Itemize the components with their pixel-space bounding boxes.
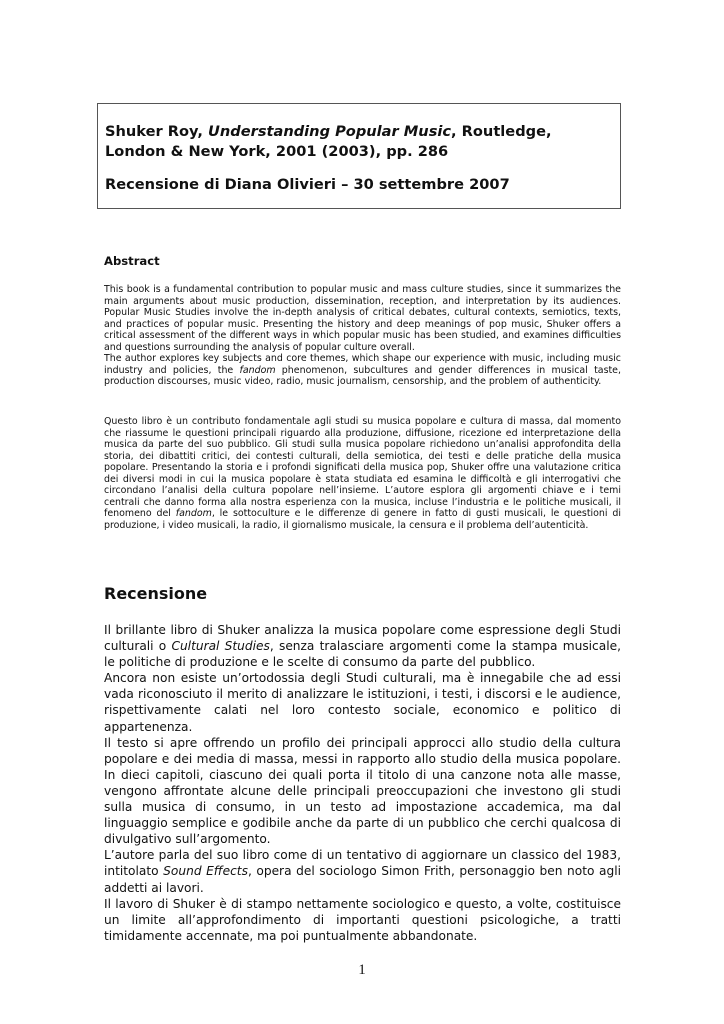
title-box [97,103,621,209]
fandom-term-italian: fandom [175,508,212,519]
review-byline: Recensione di Diana Olivieri – 30 settembre 2007 [105,176,510,193]
abstract-english-paragraph-2 [104,353,621,388]
cultural-studies-term: Cultural Studies [171,639,270,654]
abstract-italian-paragraph [104,416,621,531]
citation-author: Shuker Roy, [105,123,209,140]
abstract-english [104,284,621,388]
sound-effects-title: Sound Effects [163,864,248,879]
review-heading: Recensione [104,584,208,603]
abstract-heading: Abstract [104,254,160,268]
abstract-english-p2-end: phenomenon, subcultures and gender differences in musical taste, production discourses, music video, radio, music journalism, censorship, and the problem of authenticity. [104,364,621,387]
abstract-italian-start: Questo libro è un contributo fondamentale agli studi su musica popolare e cultura di massa, dal momento che riassume le questioni principali riguardo alla produzione, diffusione, ricezione ed interpretazione della musica da parte del suo pubblico. Gli studi sulla musica popolare richiedono un’analisi approfondita della storia, dei dibattiti critici, dei contesti culturali, della semiotica, dei testi e delle pratiche della musica popolare. Presentando la storia e i profondi significati della musica pop, Shuker offre una valutazione critica dei diversi modi in cui la musica popolare è stata studiata ed esamina le difficoltà e gli interrogativi che circondano l’analisi della cultura popolare nell’insieme. L’autore esplora gli argomenti chiave e i temi centrali che danno forma alla nostra esperienza con la musica, incluse l’industria e le politiche musicali, il fenomeno del [104,416,621,519]
review-paragraph-5: Il lavoro di Shuker è di stampo nettamente sociologico e questo, a volte, costituisce un limite all’approfondimento di importanti questioni psicologiche, a tratti timidamente accennate, ma poi puntualmente abbandonate. [104,896,621,943]
abstract-italian [104,416,621,531]
book-citation [105,122,614,162]
review-paragraph-1 [104,622,621,670]
review-paragraph-2: Ancora non esiste un’ortodossia degli Studi culturali, ma è innegabile che ad essi vada riconosciuto il merito di analizzare le istituzioni, i testi, i discorsi e le audience, rispettivamente calati nel loro contesto sociale, economico e politico di appartenenza. [104,671,621,734]
review-paragraph-4 [104,847,621,895]
citation-publisher: , Routledge, London & New York, 2001 (2003), pp. 286 [105,123,552,160]
review-p4-start: L’autore parla del suo libro come di un tentativo di aggiornare un classico del 1983, intitolato [104,848,621,879]
review-p1-end: , senza tralasciare argomenti come la stampa musicale, le politiche di produzione e le scelte di consumo da parte del pubblico. [104,639,621,670]
abstract-english-paragraph-1: This book is a fundamental contribution to popular music and mass culture studies, since it summarizes the main arguments about music production, dissemination, reception, and interpretation by its audiences. Popular Music Studies involve the in-depth analysis of critical debates, cultural contexts, semiotics, texts, and practices of popular music. Presenting the history and deep meanings of pop music, Shuker offers a critical assessment of the different ways in which popular music has been studied, and examines difficulties and questions surrounding the analysis of popular culture overall. [104,284,621,353]
review-p4-end: , opera del sociologo Simon Frith, personaggio ben noto agli addetti ai lavori. [104,864,621,895]
abstract-english-p2-start: The author explores key subjects and core themes, which shape our experience with music, including music industry and policies, the [104,353,621,376]
fandom-term: fandom [239,364,276,376]
book-title: Understanding Popular Music [208,123,452,140]
page-number: 1 [358,962,366,978]
review-body [104,622,621,944]
review-p1-start: Il brillante libro di Shuker analizza la musica popolare come espressione degli Studi culturali o [104,623,621,654]
abstract-italian-end: , le sottoculture e le differenze di genere in fatto di gusti musicali, le questioni di produzione, i video musicali, la radio, il giornalismo musicale, la censura e il problema dell’autenticità. [104,508,621,531]
review-paragraph-3: Il testo si apre offrendo un profilo dei principali approcci allo studio della cultura popolare e dei media di massa, messi in rapporto allo studio della musica popolare. In dieci capitoli, ciascuno dei quali porta il titolo di una canzone nota alle masse, vengono affrontate alcune delle principali preoccupazioni che investono gli studi sulla musica di consumo, in un testo ad impostazione accademica, ma dal linguaggio semplice e godibile anche da parte di un pubblico che cerchi qualcosa di divulgativo sull’argomento. [104,735,621,847]
